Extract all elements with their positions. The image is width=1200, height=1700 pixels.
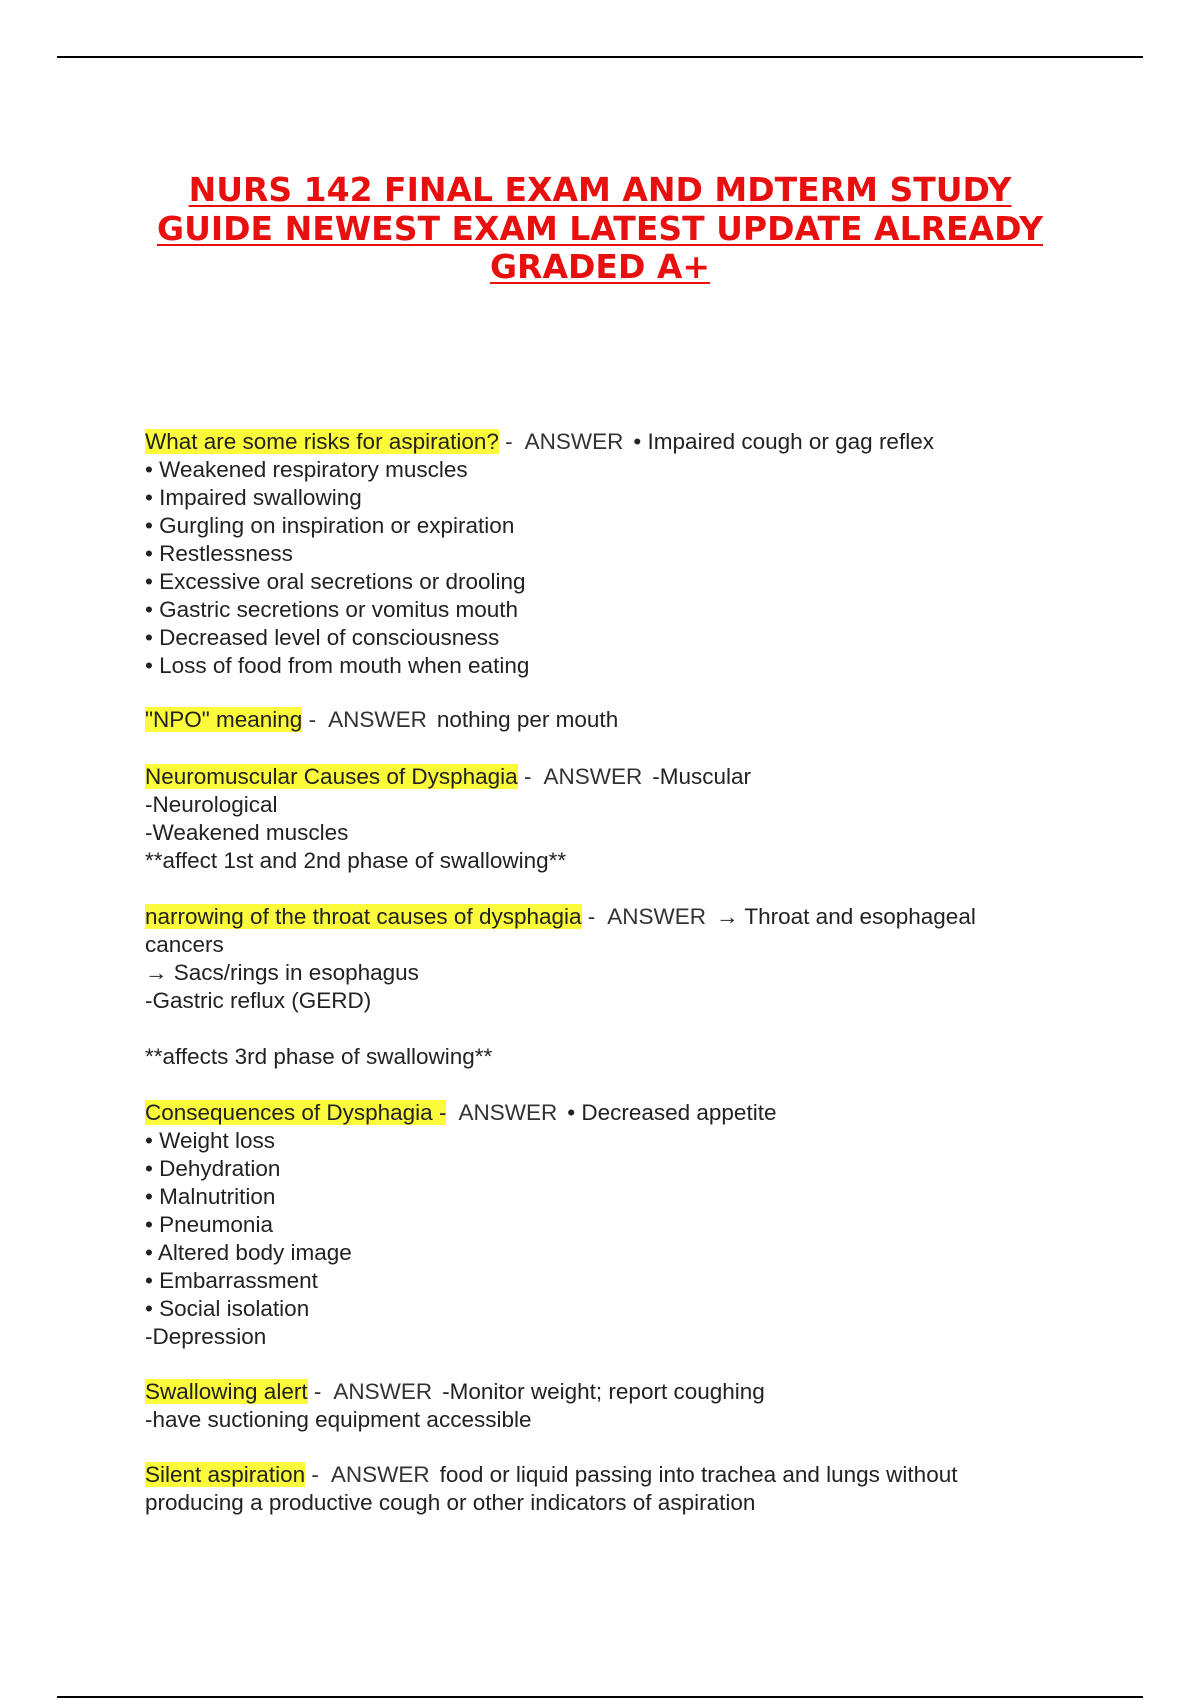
answer-label: ANSWER: [458, 1100, 558, 1125]
answer-line: -Neurological: [145, 792, 278, 817]
answer-line: • Decreased level of consciousness: [145, 625, 500, 650]
title-line: NURS 142 FINAL EXAM AND MDTERM STUDY: [188, 170, 1012, 209]
answer-line: → Sacs/rings in esophagus: [145, 960, 419, 985]
qa-block-consequences: [145, 1099, 1065, 1351]
answer-label: ANSWER: [333, 1379, 433, 1404]
answer-text: nothing per mouth: [436, 707, 619, 732]
answer-line: • Loss of food from mouth when eating: [145, 653, 530, 678]
answer-label: ANSWER: [330, 1462, 430, 1487]
answer-line: • Embarrassment: [145, 1268, 318, 1293]
answer-line: -Depression: [145, 1324, 267, 1349]
answer-line: • Excessive oral secretions or drooling: [145, 569, 526, 594]
answer-line: • Impaired swallowing: [145, 485, 362, 510]
answer-text: • Decreased appetite: [567, 1100, 777, 1125]
qa-first-line: [145, 903, 1065, 931]
answer-text: → Throat and esophageal: [716, 904, 976, 929]
answer-line: • Weakened respiratory muscles: [145, 457, 468, 482]
answer-line: • Gastric secretions or vomitus mouth: [145, 597, 518, 622]
qa-block-neuromuscular-causes: [145, 763, 1065, 875]
qa-block-silent-aspiration: [145, 1461, 1065, 1517]
answer-line: • Dehydration: [145, 1156, 281, 1181]
question-highlight: Silent aspiration: [145, 1462, 306, 1487]
qa-first-line: [145, 706, 1065, 734]
bottom-rule: [57, 1696, 1143, 1698]
answer-line: cancers: [145, 932, 224, 957]
answer-line: -Weakened muscles: [145, 820, 349, 845]
qa-first-line: [145, 1461, 1065, 1489]
answer-line: producing a productive cough or other indicators of aspiration: [145, 1490, 756, 1515]
answer-line: • Weight loss: [145, 1128, 276, 1153]
separator-dash: -: [311, 1462, 319, 1487]
question-highlight: Neuromuscular Causes of Dysphagia: [145, 764, 518, 789]
qa-first-line: [145, 1099, 1065, 1127]
question-highlight: "NPO" meaning: [145, 707, 303, 732]
question-highlight: What are some risks for aspiration?: [145, 429, 499, 454]
answer-line: • Gurgling on inspiration or expiration: [145, 513, 515, 538]
answer-label: ANSWER: [524, 429, 624, 454]
title-line: GUIDE NEWEST EXAM LATEST UPDATE ALREADY: [157, 208, 1043, 248]
top-rule: [57, 56, 1143, 58]
qa-first-line: [145, 428, 1065, 456]
qa-block-swallowing-alert: [145, 1378, 1065, 1434]
separator-dash: -: [313, 1379, 322, 1404]
answer-line: • Altered body image: [145, 1240, 352, 1265]
answer-text: -Muscular: [652, 764, 751, 789]
separator-dash: -: [308, 707, 317, 732]
answer-label: ANSWER: [543, 764, 643, 789]
spacer: [145, 1015, 1065, 1043]
answer-text: food or liquid passing into trachea and lungs without: [439, 1462, 958, 1487]
answer-label: ANSWER: [607, 904, 707, 929]
question-highlight: narrowing of the throat causes of dysphagia: [145, 904, 582, 929]
question-highlight: Swallowing alert: [145, 1379, 308, 1404]
answer-line: -Gastric reflux (GERD): [145, 988, 372, 1013]
separator-dash: -: [523, 764, 532, 789]
answer-line: • Social isolation: [145, 1296, 310, 1321]
document-title: [100, 171, 1100, 287]
answer-line: • Restlessness: [145, 541, 293, 566]
title-line: GRADED A+: [489, 247, 711, 286]
answer-line: -have suctioning equipment accessible: [145, 1407, 532, 1432]
question-highlight: Consequences of Dysphagia -: [145, 1100, 447, 1125]
answer-line: • Malnutrition: [145, 1184, 276, 1209]
answer-line: **affect 1st and 2nd phase of swallowing**: [145, 848, 567, 873]
answer-line: **affects 3rd phase of swallowing**: [145, 1044, 493, 1069]
answer-text: • Impaired cough or gag reflex: [633, 429, 934, 454]
qa-block-aspiration-risks: [145, 428, 1065, 680]
answer-text: -Monitor weight; report coughing: [442, 1379, 765, 1404]
separator-dash: -: [587, 904, 596, 929]
qa-first-line: [145, 1378, 1065, 1406]
separator-dash: -: [505, 429, 513, 454]
qa-first-line: [145, 763, 1065, 791]
qa-block-npo-meaning: [145, 706, 1065, 734]
answer-line: • Pneumonia: [145, 1212, 273, 1237]
qa-block-throat-narrowing: [145, 903, 1065, 1071]
answer-label: ANSWER: [328, 707, 427, 732]
